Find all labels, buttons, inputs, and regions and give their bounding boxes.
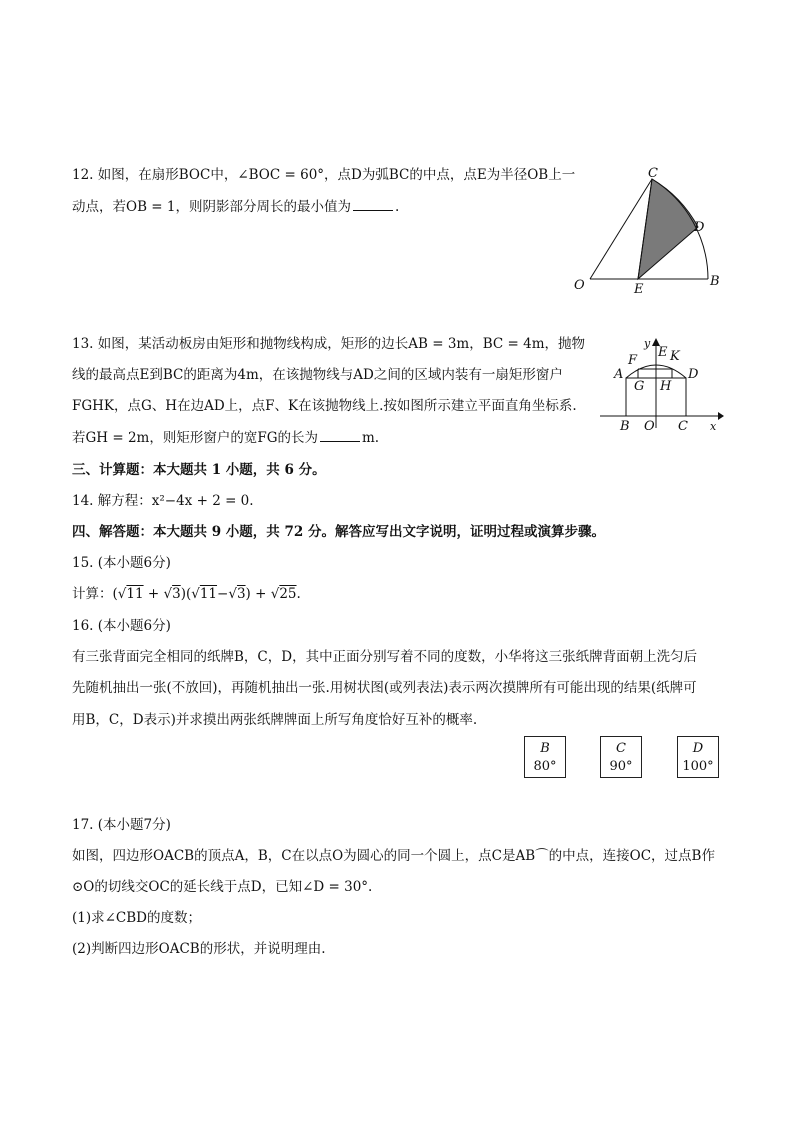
q13-label-k: K [670,349,680,364]
q16-line1: 有三张背面完全相同的纸牌B，C，D，其中正面分别写着不同的度数，小华将这三张纸牌背面朝上洗匀后 [72,649,698,665]
q13-line4-text: 若GH = 2m，则矩形窗户的宽FG的长为 [72,430,318,446]
section4-heading: 四、解答题：本大题共 9 小题，共 72 分。解答应写出文字说明，证明过程或演算步骤。 [72,524,605,540]
q13-parabola-figure [600,338,725,433]
q15-prefix: 计算：( [72,586,118,602]
q17-title: 17. (本小题7分) [72,817,171,833]
q13-label-b: B [620,419,630,434]
sqrt-icon: √ [270,586,280,602]
q13-label-d: D [688,367,699,382]
q12-label-d: D [694,220,705,235]
q13-label-o: O [644,419,655,434]
q16-title: 16. (本小题6分) [72,618,171,634]
q13-label-y: y [644,337,651,350]
q13-answer-blank[interactable] [320,429,360,442]
q13-label-h: H [660,379,672,394]
q13-label-a: A [614,367,624,382]
q13-label-g: G [634,379,645,394]
q15-sqrt3-a: 3 [172,586,181,602]
sqrt-icon: √ [117,586,127,602]
card-b-value: 80° [533,759,557,774]
q16-line2: 先随机抽出一张(不放回)，再随机抽出一张.用树状图(或列表法)表示两次摸牌所有可能出现的结果(纸牌可 [72,680,697,696]
q15-sqrt11-b: 11 [199,586,218,602]
q12-line1: 12. 如图，在扇形BOC中，∠BOC = 60°，点D为弧BC的中点，点E为半径OB上一 [72,167,576,183]
card-d [677,736,719,778]
q15-body [72,584,301,604]
card-d-value: 100° [682,759,714,774]
q12-line2-end: . [394,199,400,215]
q12-answer-blank[interactable] [353,198,393,211]
q13-line2: 线的最高点E到BC的距离为4m，在该抛物线与AD之间的区域内装有一扇矩形窗户 [72,367,563,383]
q12-shaded-region [638,179,698,279]
q17-line2: ⊙O的切线交OC的延长线于点D，已知∠D = 30°. [72,879,373,895]
card-b [524,736,566,778]
q12-label-o: O [574,278,585,293]
q13-x-arrow [718,412,724,420]
q17-line3: (1)求∠CBD的度数； [72,910,202,926]
card-b-letter: B [540,741,550,756]
q12-label-e: E [634,282,644,297]
sqrt-icon: √ [228,586,237,602]
sqrt-icon: √ [163,586,173,602]
q13-line3: FGHK，点G、H在边AD上，点F、K在该抛物线上.按如图所示建立平面直角坐标系. [72,398,577,414]
q12-label-c: C [648,166,658,181]
q13-label-e: E [658,345,668,360]
q15-end: . [296,586,301,602]
q13-label-f: F [628,353,638,368]
q12-sector-figure [570,165,730,300]
q15-close: ) + [245,586,271,602]
q17-line4: (2)判断四边形OACB的形状，并说明理由. [72,941,326,957]
q12-line2-text: 动点，若OB = 1，则阴影部分周长的最小值为 [72,199,351,215]
q15-sqrt3-b: 3 [236,586,246,602]
card-d-letter: D [692,741,704,756]
card-c-letter: C [616,741,626,756]
q13-label-x: x [710,420,717,433]
q12-line2 [72,197,399,217]
sqrt-icon: √ [191,586,200,602]
q16-line3: 用B，C，D表示)并求摸出两张纸牌牌面上所写角度恰好互补的概率. [72,712,478,728]
q14-text: 14. 解方程：x²−4x + 2 = 0. [72,493,254,509]
q15-plus: + [143,586,164,602]
q15-mid: )( [180,586,192,602]
card-c [600,736,642,778]
q17-line1: 如图，四边形OACB的顶点A，B，C在以点O为圆心的同一个圆上，点C是AB⌒的中点，连接OC，过点B作 [72,848,715,864]
card-c-value: 90° [609,759,633,774]
q13-label-c: C [678,419,688,434]
q13-line4 [72,428,379,448]
q15-sqrt11-a: 11 [126,586,144,602]
q15-minus: − [217,586,229,602]
q12-label-b: B [710,274,720,289]
q15-title: 15. (本小题6分) [72,555,171,571]
q15-sqrt25: 25 [279,586,297,602]
section3-heading: 三、计算题：本大题共 1 小题，共 6 分。 [72,462,326,478]
q13-line4-end: m. [362,430,380,446]
q13-line1: 13. 如图，某活动板房由矩形和抛物线构成，矩形的边长AB = 3m，BC = 4m，抛物 [72,336,585,352]
